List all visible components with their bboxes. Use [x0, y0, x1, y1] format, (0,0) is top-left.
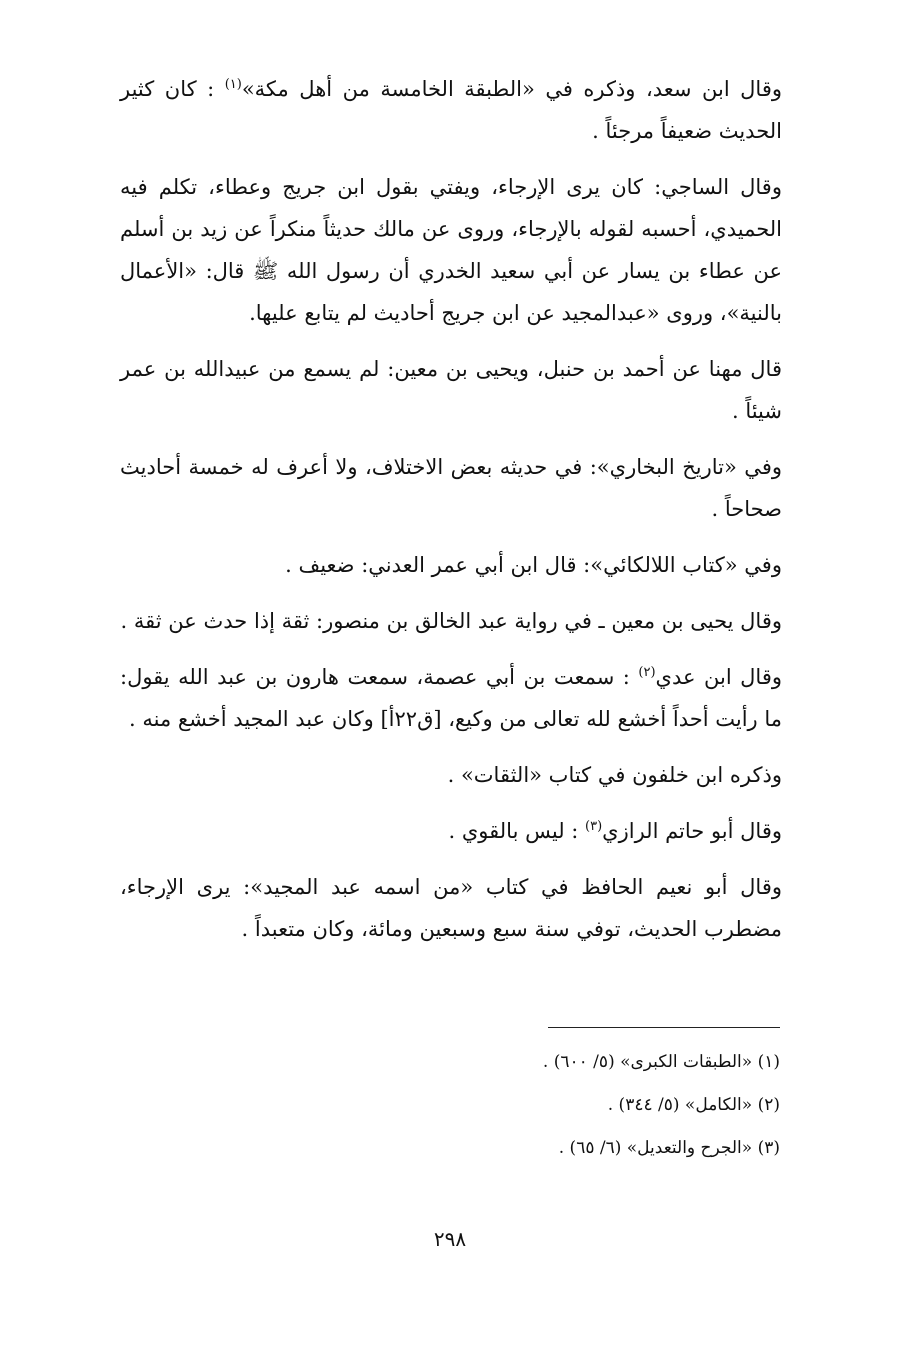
paragraph-text: وقال الساجي: كان يرى الإرجاء، ويفتي بقول ابن جريج وعطاء، تكلم فيه الحميدي، أحسبه لقوله بالإرجاء، وروى عن مالك حديثاً منكراً عن زيد بن أسلم عن عطاء بن يسار عن أبي سعيد الخدري أن رسول الله ﷺ قال: «الأعمال بالنية»، وروى «عبدالمجيد عن ابن جريج أحاديث لم يتابع عليها.	[120, 175, 782, 325]
footnote-ref-1: (١)	[224, 77, 242, 92]
paragraph-text: وقال يحيى بن معين ـ في رواية عبد الخالق بن منصور: ثقة إذا حدث عن ثقة .	[120, 609, 782, 633]
paragraph-yahya	[120, 600, 782, 642]
paragraph-text: وقال ابن عدي	[655, 665, 783, 689]
paragraph-text-continued: : كان كثير الحديث ضعيفاً مرجئاً .	[120, 77, 782, 143]
paragraph-ibn-adi	[120, 656, 782, 740]
paragraph-text: وقال أبو حاتم الرازي	[602, 819, 782, 843]
page-body	[120, 68, 782, 964]
paragraph-text: وفي «تاريخ البخاري»: في حديثه بعض الاختلاف، ولا أعرف له خمسة أحاديث صحاحاً .	[120, 455, 782, 521]
footnote-separator	[548, 1027, 780, 1028]
paragraph-text-continued: : ليس بالقوي .	[448, 819, 586, 843]
footnotes	[120, 1042, 780, 1171]
paragraph-text: وقال أبو نعيم الحافظ في كتاب «من اسمه عبد المجيد»: يرى الإرجاء، مضطرب الحديث، توفي سنة سبع وسبعين ومائة، وكان متعبداً .	[120, 875, 782, 941]
paragraph-ibn-saad	[120, 68, 782, 152]
footnote-3: (٣) «الجرح والتعديل» (٦/ ٦٥) .	[558, 1138, 780, 1158]
footnote-2: (٢) «الكامل» (٥/ ٣٤٤) .	[607, 1095, 780, 1115]
footnote-1: (١) «الطبقات الكبرى» (٥/ ٦٠٠) .	[542, 1052, 780, 1072]
paragraph-text-continued: : سمعت بن أبي عصمة، سمعت هارون بن عبد الله يقول: ما رأيت أحداً أخشع لله تعالى من وكيع، [ق٢٢أ] وكان عبد المجيد أخشع منه .	[120, 665, 782, 731]
paragraph-saji	[120, 166, 782, 334]
paragraph-text: وذكره ابن خلفون في كتاب «الثقات» .	[447, 763, 782, 787]
paragraph-text: وفي «كتاب اللالكائي»: قال ابن أبي عمر العدني: ضعيف .	[285, 553, 782, 577]
paragraph-muhanna	[120, 348, 782, 432]
paragraph-abu-nuaym	[120, 866, 782, 950]
paragraph-text: وقال ابن سعد، وذكره في «الطبقة الخامسة من أهل مكة»	[241, 77, 782, 101]
paragraph-lalakai	[120, 544, 782, 586]
footnote-ref-3: (٣)	[585, 819, 603, 834]
page-number: ٢٩٨	[433, 1227, 467, 1251]
paragraph-ibn-khalfun	[120, 754, 782, 796]
paragraph-bukhari	[120, 446, 782, 530]
paragraph-text: قال مهنا عن أحمد بن حنبل، ويحيى بن معين: لم يسمع من عبيدالله بن عمر شيئاً .	[120, 357, 782, 423]
footnote-ref-2: (٢)	[638, 665, 656, 680]
paragraph-abu-hatim	[120, 810, 782, 852]
